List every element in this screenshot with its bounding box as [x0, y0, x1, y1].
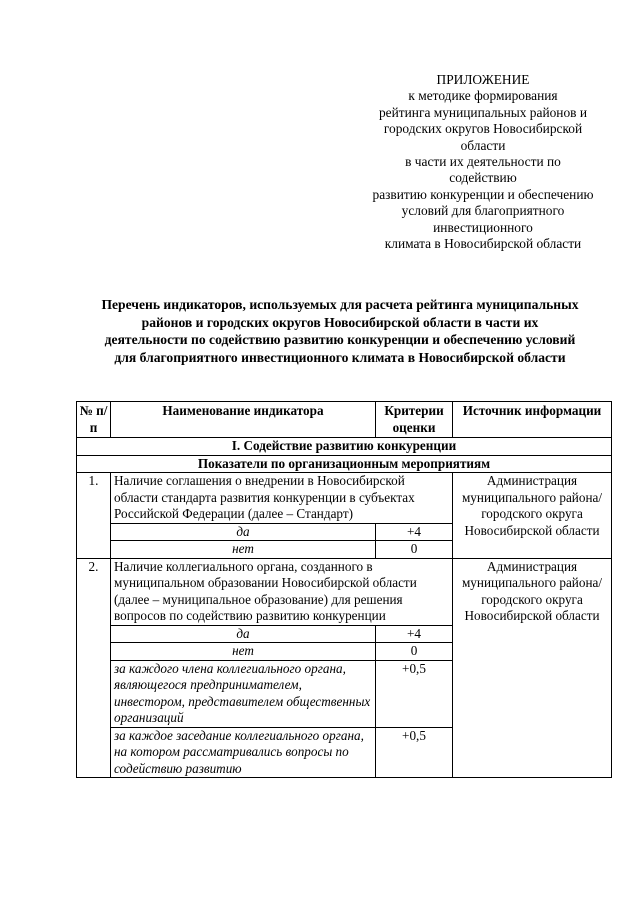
appendix-line: инвестиционного: [433, 219, 533, 235]
indicator-name: Наличие соглашения о внедрении в Новосибирской области стандарта развития конкуренции в субъектах Российской Федерации (далее – Стандарт): [111, 473, 453, 524]
row-number: 2.: [77, 558, 111, 778]
option-label: нет: [111, 541, 376, 559]
document-title: [66, 296, 614, 366]
sub-item-value: +0,5: [376, 660, 453, 727]
info-source: Администрация муниципального района/городского округа Новосибирской области: [453, 473, 612, 559]
header-num: № п/п: [77, 402, 111, 438]
section-row: [77, 438, 612, 456]
appendix-line: условий для благоприятного: [401, 203, 565, 219]
title-line: для благоприятного инвестиционного климата в Новосибирской области: [114, 349, 566, 365]
option-value: 0: [376, 643, 453, 661]
sub-item-label: за каждого члена коллегиального органа, являющегося предпринимателем, инвестором, представителем общественных организаций: [111, 660, 376, 727]
appendix-line: области: [460, 137, 506, 153]
title-line: районов и городских округов Новосибирской области в части их: [141, 314, 539, 330]
header-source: Источник информации: [453, 402, 612, 438]
appendix-line: в части их деятельности по: [405, 154, 561, 170]
info-source: Администрация муниципального района/городского округа Новосибирской области: [453, 558, 612, 778]
appendix-line: содействию: [449, 170, 517, 186]
sub-item-value: +0,5: [376, 727, 453, 778]
option-label: да: [111, 523, 376, 541]
table-header-row: [77, 402, 612, 438]
title-line: деятельности по содействию развитию конкуренции и обеспечению условий: [104, 332, 576, 348]
option-label: да: [111, 625, 376, 643]
indicator-name: Наличие коллегиального органа, созданного в муниципальном образовании Новосибирской области (далее – муниципальное образование) для решения вопросов по содействию развитию конкуренции: [111, 558, 453, 625]
sub-item-label: за каждое заседание коллегиального органа, на котором рассматривались вопросы по содействию развитию: [111, 727, 376, 778]
indicators-table: [76, 401, 612, 778]
appendix-line: развитию конкуренции и обеспечению: [372, 186, 594, 202]
option-value: 0: [376, 541, 453, 559]
subsection-title: Показатели по организационным мероприятиям: [77, 455, 612, 473]
option-value: +4: [376, 625, 453, 643]
table-row: [77, 473, 612, 524]
option-label: нет: [111, 643, 376, 661]
title-line: Перечень индикаторов, используемых для расчета рейтинга муниципальных: [101, 297, 579, 312]
subsection-row: [77, 455, 612, 473]
table-row: [77, 558, 612, 625]
section-title: I. Содействие развитию конкуренции: [77, 438, 612, 456]
appendix-line: городских округов Новосибирской: [383, 121, 583, 137]
appendix-line: к методике формирования: [408, 88, 558, 104]
appendix-line: рейтинга муниципальных районов и: [378, 104, 588, 120]
appendix-line: климата в Новосибирской области: [384, 236, 582, 252]
row-number: 1.: [77, 473, 111, 559]
option-value: +4: [376, 523, 453, 541]
appendix-line: ПРИЛОЖЕНИЕ: [436, 72, 530, 87]
header-name: Наименование индикатора: [111, 402, 376, 438]
header-criteria: Критерии оценки: [376, 402, 453, 438]
appendix-header: [352, 72, 614, 252]
